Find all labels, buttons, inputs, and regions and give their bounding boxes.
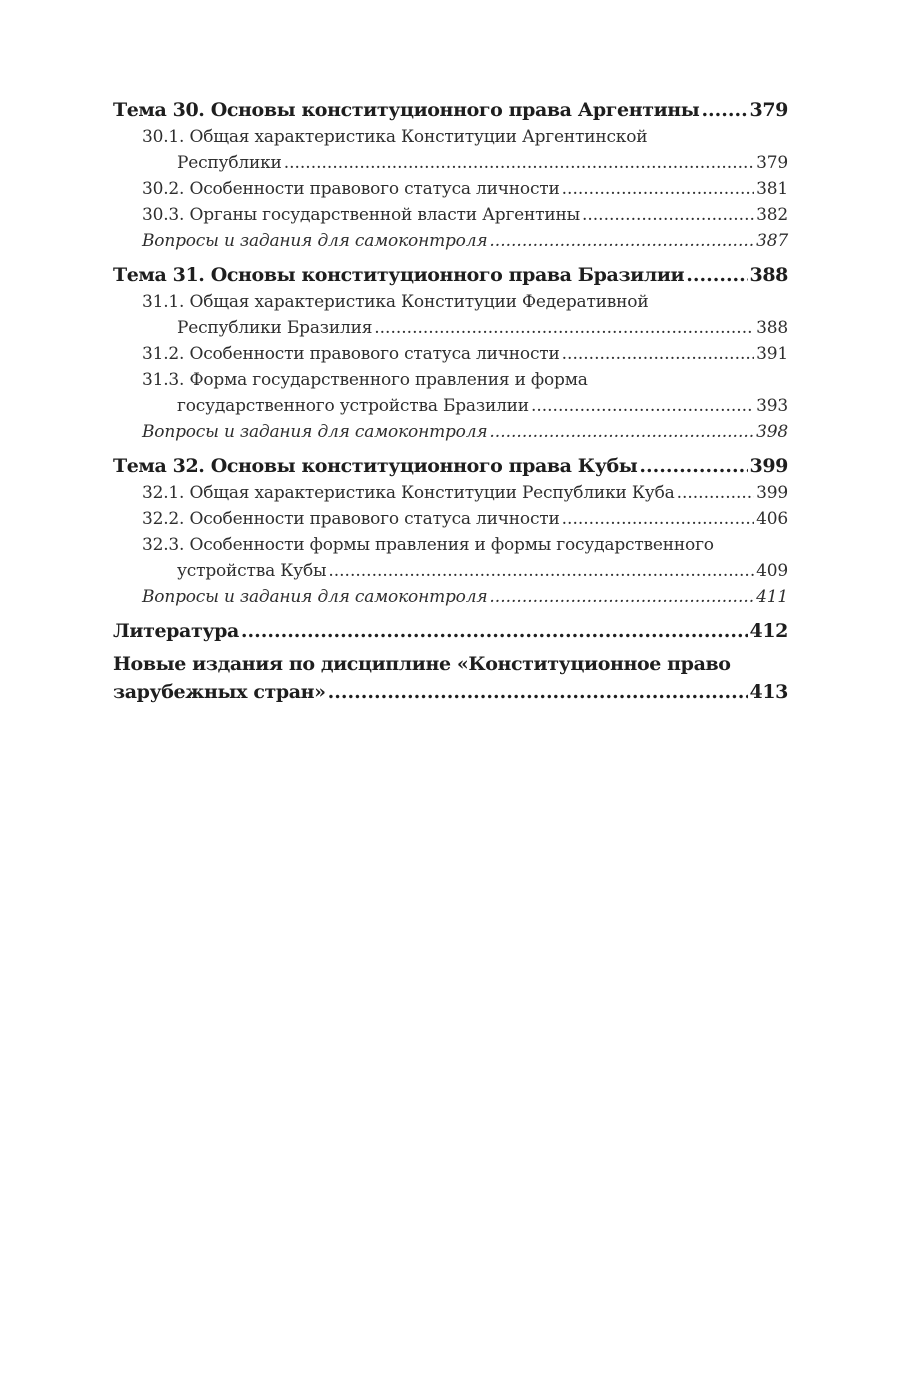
chapter-title-line2: зарубежных стран» bbox=[113, 681, 326, 703]
dot-leader bbox=[639, 452, 747, 480]
dot-leader bbox=[328, 678, 748, 706]
dot-leader bbox=[489, 419, 754, 445]
toc-questions-30[interactable] bbox=[113, 228, 788, 254]
toc-section-32-2[interactable] bbox=[113, 506, 788, 532]
section-title-line2: государственного устройства Бразилии bbox=[177, 396, 529, 416]
section-title-line1: 31.1. Общая характеристика Конституции Федеративной bbox=[142, 292, 649, 312]
dot-leader bbox=[328, 558, 754, 584]
questions-title: Вопросы и задания для самоконтроля bbox=[142, 587, 488, 607]
page-number: 391 bbox=[756, 344, 788, 364]
dot-leader bbox=[562, 506, 755, 532]
dot-leader bbox=[562, 341, 755, 367]
dot-leader bbox=[562, 176, 755, 202]
chapter-title: Тема 31. Основы конституционного права Бразилии bbox=[113, 264, 685, 286]
page-number: 398 bbox=[756, 422, 788, 442]
page-number: 379 bbox=[749, 99, 788, 121]
section-title-line1: 31.3. Форма государственного правления и форма bbox=[142, 370, 588, 390]
page-number: 411 bbox=[756, 587, 788, 607]
dot-leader bbox=[686, 261, 747, 289]
section-title-line2: устройства Кубы bbox=[177, 561, 327, 581]
toc-section-31-3[interactable] bbox=[113, 367, 788, 419]
page-number: 387 bbox=[756, 231, 788, 251]
toc-section-31-2[interactable] bbox=[113, 341, 788, 367]
page-number: 409 bbox=[756, 561, 788, 581]
section-title-line2: Республики Бразилия bbox=[177, 318, 373, 338]
page-number: 388 bbox=[756, 318, 788, 338]
section-title: 30.3. Органы государственной власти Аргентины bbox=[142, 205, 580, 225]
section-title: 30.2. Особенности правового статуса личности bbox=[142, 179, 560, 199]
toc-chapter-31[interactable] bbox=[113, 261, 788, 289]
dot-leader bbox=[701, 96, 747, 124]
page-number: 379 bbox=[756, 153, 788, 173]
section-title-line2: Республики bbox=[177, 153, 282, 173]
page-number: 399 bbox=[749, 455, 788, 477]
page-number: 388 bbox=[749, 264, 788, 286]
toc-section-30-2[interactable] bbox=[113, 176, 788, 202]
toc-section-30-1[interactable] bbox=[113, 124, 788, 176]
page-number: 413 bbox=[749, 681, 788, 703]
section-title: 31.2. Особенности правового статуса личности bbox=[142, 344, 560, 364]
page-number: 406 bbox=[756, 509, 788, 529]
toc-questions-32[interactable] bbox=[113, 584, 788, 610]
page-number: 382 bbox=[756, 205, 788, 225]
dot-leader bbox=[531, 393, 754, 419]
toc-section-32-3[interactable] bbox=[113, 532, 788, 584]
page-number: 381 bbox=[756, 179, 788, 199]
toc-section-32-1[interactable] bbox=[113, 480, 788, 506]
questions-title: Вопросы и задания для самоконтроля bbox=[142, 422, 488, 442]
dot-leader bbox=[582, 202, 754, 228]
section-title: 32.2. Особенности правового статуса личности bbox=[142, 509, 560, 529]
toc-literature[interactable] bbox=[113, 617, 788, 645]
dot-leader bbox=[489, 228, 754, 254]
dot-leader bbox=[241, 617, 748, 645]
toc-section-30-3[interactable] bbox=[113, 202, 788, 228]
dot-leader bbox=[284, 150, 754, 176]
section-title-line1: 32.3. Особенности формы правления и формы государственного bbox=[142, 535, 714, 555]
dot-leader bbox=[489, 584, 754, 610]
section-title-line1: 30.1. Общая характеристика Конституции Аргентинской bbox=[142, 127, 648, 147]
chapter-title-line1: Новые издания по дисциплине «Конституционное право bbox=[113, 653, 731, 675]
page-number: 412 bbox=[749, 620, 788, 642]
page-number: 393 bbox=[756, 396, 788, 416]
dot-leader bbox=[677, 480, 755, 506]
table-of-contents bbox=[113, 96, 788, 706]
chapter-title: Литература bbox=[113, 620, 239, 642]
toc-section-31-1[interactable] bbox=[113, 289, 788, 341]
toc-questions-31[interactable] bbox=[113, 419, 788, 445]
toc-chapter-30[interactable] bbox=[113, 96, 788, 124]
page-number: 399 bbox=[756, 483, 788, 503]
section-title: 32.1. Общая характеристика Конституции Республики Куба bbox=[142, 483, 675, 503]
toc-new-editions[interactable] bbox=[113, 650, 788, 706]
chapter-title: Тема 32. Основы конституционного права Кубы bbox=[113, 455, 638, 477]
toc-chapter-32[interactable] bbox=[113, 452, 788, 480]
dot-leader bbox=[374, 315, 754, 341]
chapter-title: Тема 30. Основы конституционного права Аргентины bbox=[113, 99, 700, 121]
questions-title: Вопросы и задания для самоконтроля bbox=[142, 231, 488, 251]
